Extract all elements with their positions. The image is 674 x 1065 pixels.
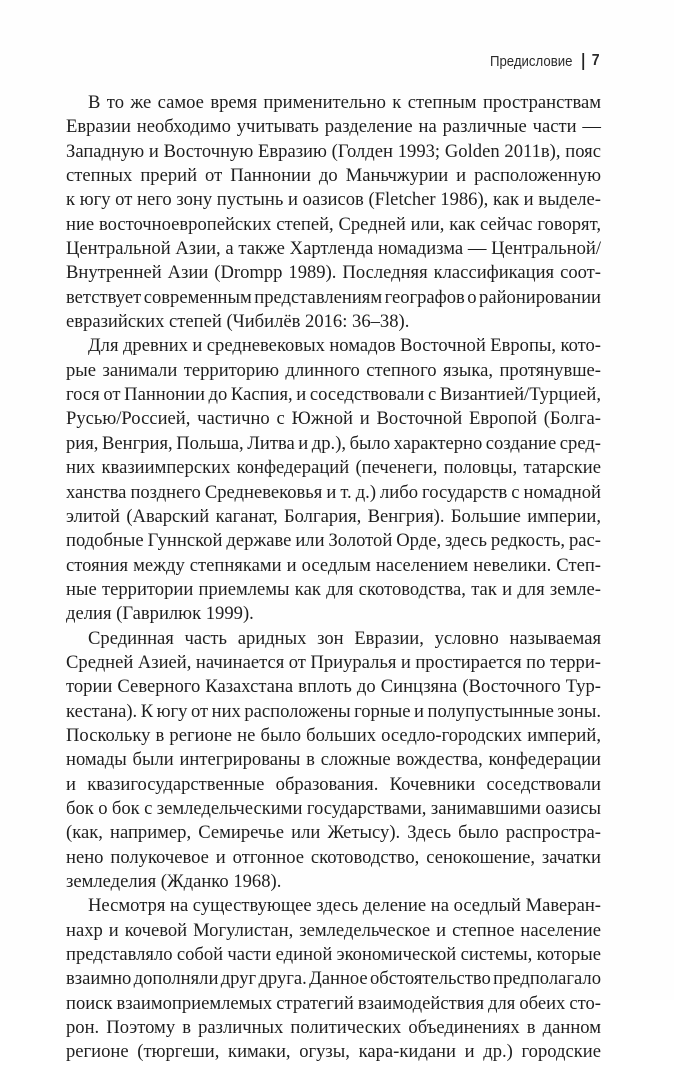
text-line: степных прерий от Паннонии до Маньчжурии и расположенную bbox=[66, 165, 601, 187]
paragraph bbox=[66, 627, 601, 895]
text-line: ветствует современным представлениям географов о районировании bbox=[66, 286, 601, 308]
text-line: представляло собой части единой экономической системы, которые bbox=[66, 944, 601, 966]
text-line: них квазиимперских конфедераций (печенеги, половцы, татарские bbox=[66, 457, 601, 479]
text-line: тории Северного Казахстана вплоть до Синцзяна (Восточного Тур- bbox=[66, 676, 601, 698]
paragraph bbox=[66, 894, 601, 1064]
text-line: ние восточноевропейских степей, Средней или, как сейчас говорят, bbox=[66, 213, 601, 235]
header-separator bbox=[582, 53, 584, 70]
text-line: кестана). К югу от них расположены горные и полупустынные зоны. bbox=[66, 700, 601, 722]
section-title: Предисловие bbox=[490, 52, 573, 70]
text-line: поиск взаимоприемлемых стратегий взаимодействия для обеих сто- bbox=[66, 992, 601, 1014]
text-line: подобные Гуннской державе или Золотой Орде, здесь редкость, рас- bbox=[66, 530, 601, 552]
text-line: номады были интегрированы в сложные вождества, конфедерации bbox=[66, 749, 601, 771]
text-line: элитой (Аварский каганат, Болгария, Венгрия). Большие империи, bbox=[66, 505, 601, 527]
text-line: В то же самое время применительно к степным пространствам bbox=[88, 92, 601, 113]
text-line: бок о бок с земледельческими государствами, занимавшими оазисы bbox=[66, 797, 601, 819]
text-line: Евразии необходимо учитывать разделение на различные части — bbox=[66, 116, 601, 138]
text-line: Срединная часть аридных зон Евразии, условно называемая bbox=[88, 627, 601, 649]
text-line: и квазигосударственные образования. Кочевники соседствовали bbox=[66, 773, 601, 795]
paragraph bbox=[66, 91, 601, 334]
paragraph bbox=[66, 334, 601, 626]
text-line: к югу от него зону пустынь и оазисов (Fletcher 1986), как и выделе- bbox=[66, 189, 601, 211]
text-line: стояния между степняками и оседлым населением невелики. Степ- bbox=[66, 554, 601, 576]
text-line: земледелия (Жданко 1968). bbox=[66, 871, 282, 892]
text-line: рые занимали территорию длинного степного языка, протянувше- bbox=[66, 359, 601, 381]
page-number: 7 bbox=[592, 52, 600, 69]
text-line: Западную и Восточную Евразию (Голден 1993; Golden 2011в), пояс bbox=[66, 140, 601, 162]
text-line: гося от Паннонии до Каспия, и соседствовали с Византией/Турцией, bbox=[66, 384, 601, 406]
text-line: взаимно дополняли друг друга. Данное обстоятельство предполагало bbox=[66, 968, 601, 990]
text-line: Несмотря на существующее здесь деление на оседлый Маверан- bbox=[88, 895, 601, 917]
text-line: Средней Азией, начинается от Приуралья и простирается по терри- bbox=[66, 651, 601, 673]
text-line: делия (Гаврилюк 1999). bbox=[66, 603, 254, 625]
text-line: Центральной Азии, а также Хартленда номадизма — Центральной/ bbox=[66, 238, 601, 260]
text-line: Русью/Россией, частично с Южной и Восточной Европой (Болга- bbox=[66, 408, 601, 430]
text-line: Внутренней Азии (Drompp 1989). Последняя классификация соот- bbox=[66, 262, 601, 284]
text-line: Поскольку в регионе не было больших оседло-городских империй, bbox=[66, 724, 601, 746]
text-line: евразийских степей (Чибилёв 2016: 36–38). bbox=[66, 311, 410, 333]
running-head bbox=[490, 52, 600, 70]
text-line: рия, Венгрия, Польша, Литва и др.), было характерно создание сред- bbox=[66, 432, 601, 454]
text-line: ные территории приемлемы как для скотоводства, так и для земле- bbox=[66, 578, 601, 600]
text-line: Для древних и средневековых номадов Восточной Европы, кото- bbox=[88, 335, 601, 357]
text-line: (как, например, Семиречье или Жетысу). Здесь было распростра- bbox=[66, 822, 601, 844]
text-line: нахр и кочевой Могулистан, земледельческое и степное население bbox=[66, 919, 601, 941]
text-line: регионе (тюргеши, кимаки, огузы, кара-кидани и др.) городские bbox=[66, 1041, 601, 1063]
text-line: ханства позднего Средневековья и т. д.) либо государств с номадной bbox=[66, 481, 601, 503]
body-text bbox=[66, 91, 601, 1065]
text-line: нено полукочевое и отгонное скотоводство, сенокошение, зачатки bbox=[66, 846, 601, 868]
text-line: рон. Поэтому в различных политических объединениях в данном bbox=[66, 1017, 601, 1039]
